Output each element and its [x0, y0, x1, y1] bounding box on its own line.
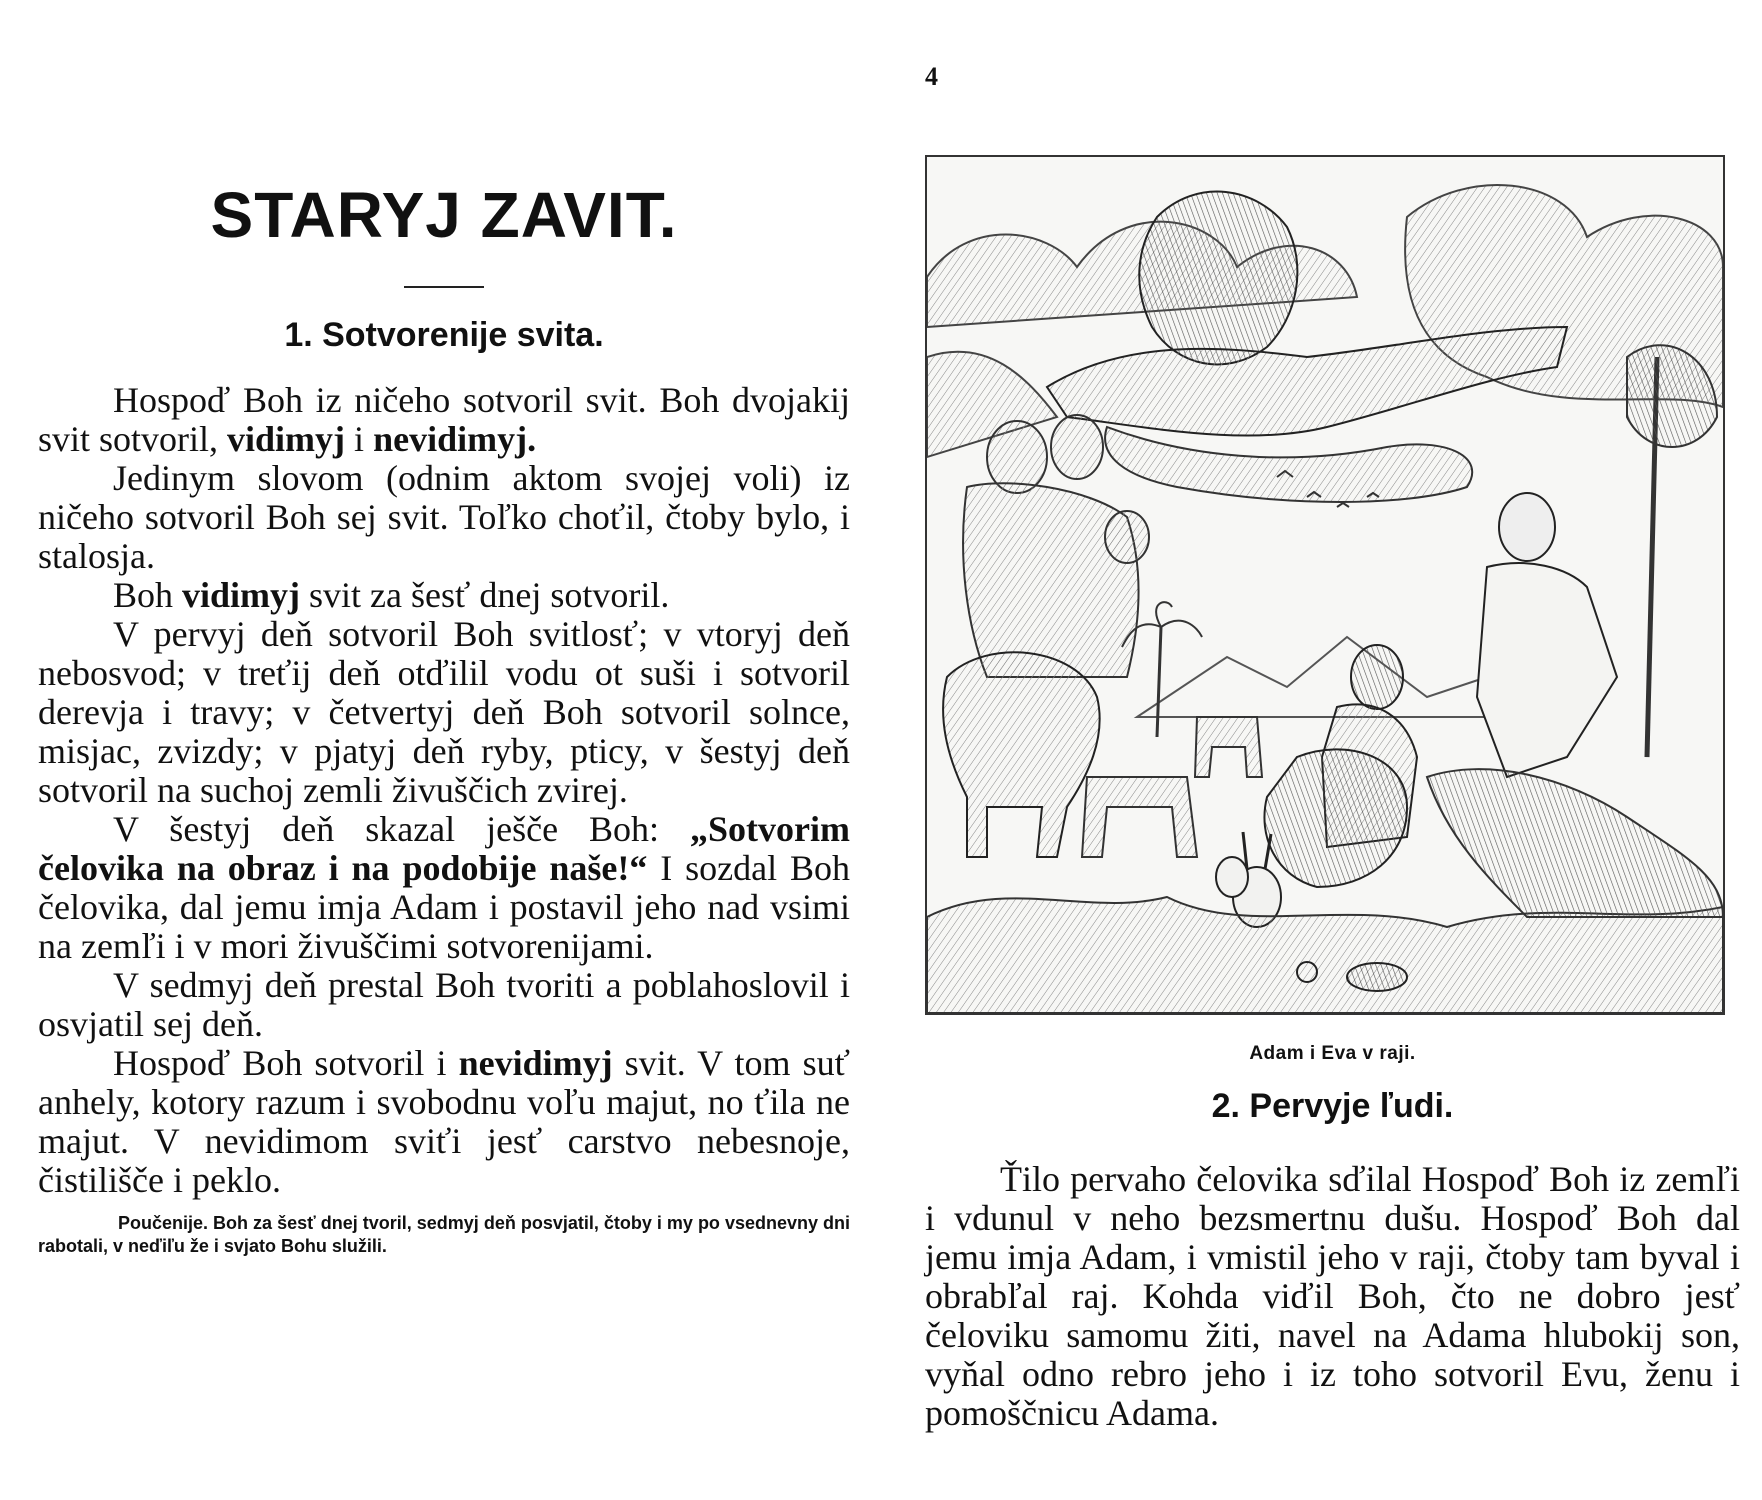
paragraph: V sedmyj deň prestal Boh tvoriti a poblahoslovil i osvjatil sej deň. [38, 965, 850, 1045]
left-column [38, 180, 850, 1258]
paragraph: Hospoď Boh sotvoril i nevidimyj svit. V tom suť anhely, kotory razum i svobodnu voľu majut, no ťila ne majut. V nevidimom sviťi jesť carstvo nebesnoje, čistilišče i peklo. [38, 1043, 850, 1201]
paragraph: V pervyj deň sotvoril Boh svitlosť; v vtoryj deň nebosvod; v treťij deň otďilil vodu ot suši i sotvoril derevja i travy; v četvertyj deň Boh sotvoril solnce, misjac, zvizdy; v pjatyj deň ryby, pticy, v šestyj deň sotvoril na suchoj zemli živuščich zvirej. [38, 614, 850, 811]
paragraph: Jedinym slovom (odnim aktom svojej voli) iz ničeho sotvoril Boh sej svit. Toľko choťil, čtoby bylo, i stalosja. [38, 458, 850, 577]
section-heading-2: 2. Pervyje ľudi. [1211, 1087, 1454, 1125]
right-column [925, 155, 1740, 1433]
lesson-note: Poučenije. Boh za šesť dnej tvoril, sedmyj deň posvjatil, čtoby i my po vsednevny dni rabotali, v neďiľu že i svjato Bohu služili. [38, 1213, 850, 1257]
page-title: STARYJ ZAVIT. [210, 179, 678, 251]
paragraph: Ťilo pervaho čelovika sďilal Hospoď Boh iz zemľi i vdunul v neho bezsmertnu dušu. Hospoď Boh dal jemu imja Adam, i vmistil jeho v raji, čtoby tam byval i obrabľal raj. Kohda viďil Boh, čto ne dobro jesť čeloviku samomu žiti, navel na Adama hlubokij son, vyňal odno rebro jeho i iz toho sotvoril Evu, ženu i pomoščnicu Adama. [925, 1159, 1740, 1433]
paragraph: Boh vidimyj svit za šesť dnej sotvoril. [113, 575, 670, 616]
section-heading-1: 1. Sotvorenije svita. [284, 316, 604, 355]
engraving-illustration [925, 155, 1725, 1015]
page-number: 4 [925, 62, 938, 91]
engraving-art [927, 157, 1723, 1013]
title-divider [404, 286, 484, 288]
paragraph: Hospoď Boh iz ničeho sotvoril svit. Boh dvojakij svit sotvoril, vidimyj i nevidimyj. [38, 380, 850, 460]
illustration-caption: Adam i Eva v raji. [1249, 1043, 1416, 1064]
paragraph: V šestyj deň skazal ješče Boh: „Sotvorim čelovika na obraz i na podobije naše!“ I sozdal Boh čelovika, dal jemu imja Adam i postavil jeho nad vsimi na zemľi i v mori živuščimi sotvorenijami. [38, 809, 851, 967]
